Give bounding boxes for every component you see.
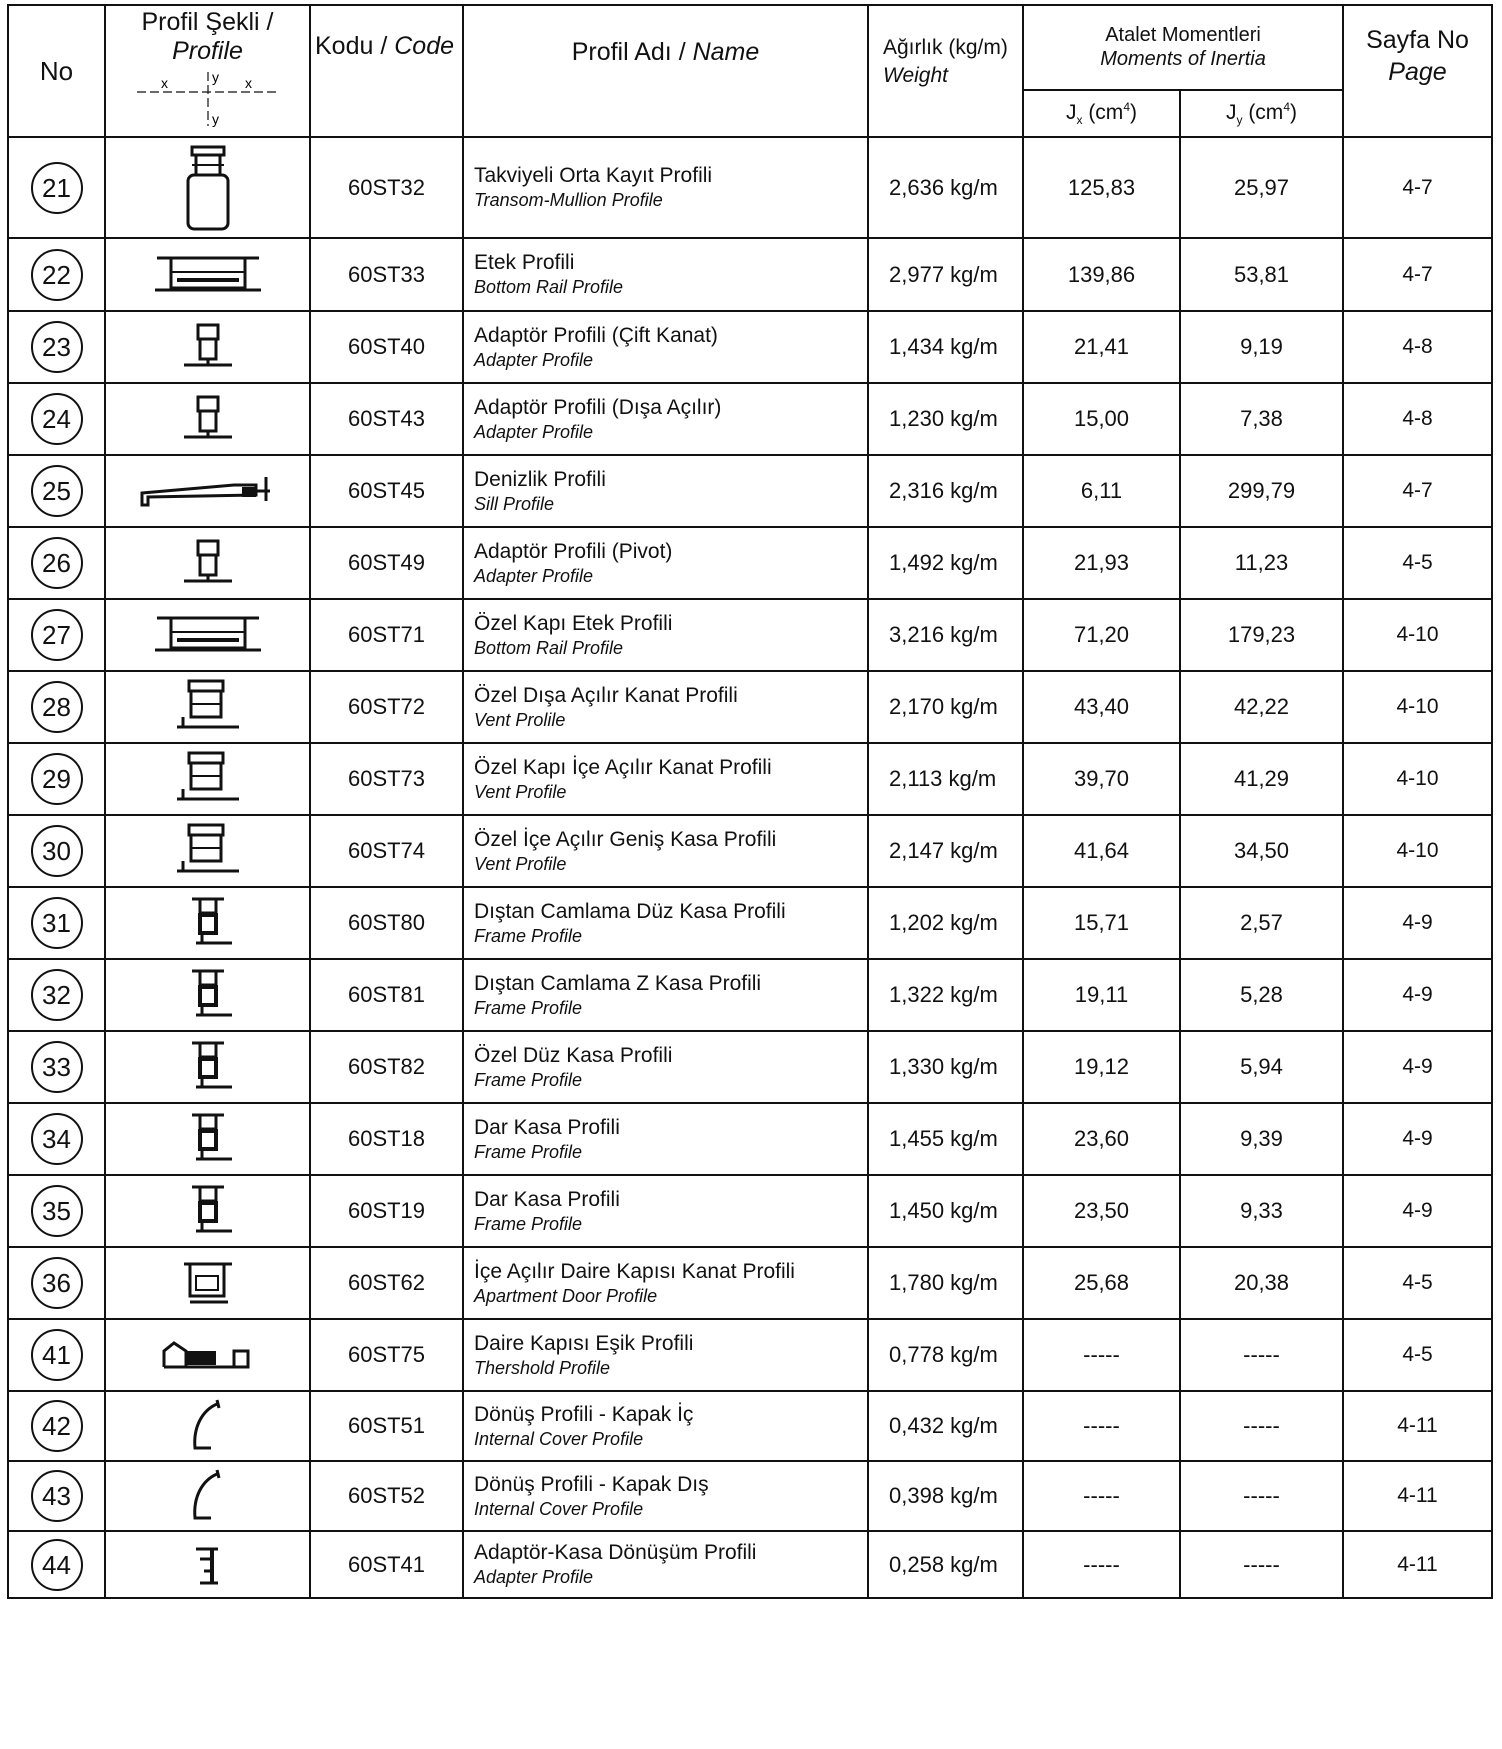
profile-shape-cell: [105, 815, 310, 887]
axis-diagram-icon: [133, 70, 283, 128]
transom-mullion-profile-icon: [106, 145, 309, 231]
profile-name-tr: Dar Kasa Profili: [474, 1115, 620, 1139]
profile-code: 60ST19: [310, 1175, 463, 1247]
row-no-cell: [8, 1391, 105, 1461]
table-row: [8, 815, 1492, 887]
header-page-tr: Sayfa No: [1366, 26, 1469, 54]
profile-shape-cell: [105, 1247, 310, 1319]
adapter-profile-icon: [106, 393, 309, 445]
profile-jx: 23,60: [1023, 1103, 1180, 1175]
profile-page: 4-9: [1343, 1175, 1492, 1247]
profile-jy: 2,57: [1180, 887, 1343, 959]
profile-code: 60ST49: [310, 527, 463, 599]
table-row: [8, 1103, 1492, 1175]
profile-name-en: Vent Profile: [474, 853, 567, 874]
profile-page: 4-10: [1343, 815, 1492, 887]
row-number: 27: [31, 609, 83, 661]
header-jy-sup: 4: [1283, 99, 1290, 114]
row-no-cell: [8, 1103, 105, 1175]
header-jx: [1023, 90, 1180, 137]
row-number: 22: [31, 249, 83, 301]
row-no-cell: [8, 1247, 105, 1319]
profile-jx: -----: [1023, 1391, 1180, 1461]
profile-name-cell: [463, 527, 868, 599]
header-no: No: [8, 5, 105, 137]
row-number: 23: [31, 321, 83, 373]
profile-page: 4-5: [1343, 527, 1492, 599]
row-no-cell: [8, 1175, 105, 1247]
table-row: [8, 1247, 1492, 1319]
profile-name-tr: Dönüş Profili - Kapak Dış: [474, 1472, 709, 1496]
profile-shape-cell: [105, 1319, 310, 1391]
profile-jx: -----: [1023, 1319, 1180, 1391]
profile-jx: 6,11: [1023, 455, 1180, 527]
profile-name-en: Apartment Door Profile: [474, 1285, 658, 1306]
header-weight-tr: Ağırlık (kg/m): [883, 36, 1008, 59]
row-number: 32: [31, 969, 83, 1021]
profile-page: 4-10: [1343, 599, 1492, 671]
profile-name-cell: [463, 959, 868, 1031]
profile-page: 4-7: [1343, 455, 1492, 527]
profile-name-cell: [463, 1247, 868, 1319]
header-inertia: [1023, 5, 1343, 90]
profile-name-cell: [463, 238, 868, 311]
profile-page: 4-5: [1343, 1247, 1492, 1319]
profile-jx: 71,20: [1023, 599, 1180, 671]
table-body: [8, 137, 1492, 1598]
apartment-door-profile-icon: [106, 1258, 309, 1308]
profile-jy: 179,23: [1180, 599, 1343, 671]
profile-code: 60ST51: [310, 1391, 463, 1461]
row-no-cell: [8, 1319, 105, 1391]
row-number: 41: [31, 1329, 83, 1381]
profile-jy: 42,22: [1180, 671, 1343, 743]
profile-name-en: Internal Cover Profile: [474, 1428, 644, 1449]
profile-name-tr: Özel Kapı Etek Profili: [474, 611, 673, 635]
profile-weight: 2,977 kg/m: [868, 238, 1023, 311]
header-code-tr: Kodu /: [315, 32, 395, 60]
profile-name-cell: [463, 311, 868, 383]
row-number: 36: [31, 1257, 83, 1309]
profile-name-en: Vent Prolile: [474, 709, 566, 730]
profile-page: 4-8: [1343, 311, 1492, 383]
profile-weight: 1,230 kg/m: [868, 383, 1023, 455]
row-number: 34: [31, 1113, 83, 1165]
profile-jx: 25,68: [1023, 1247, 1180, 1319]
profile-name-tr: Özel Düz Kasa Profili: [474, 1043, 673, 1067]
profile-shape-cell: [105, 1031, 310, 1103]
frame-profile-icon: [106, 1109, 309, 1169]
profile-jx: -----: [1023, 1461, 1180, 1531]
profile-name-en: Bottom Rail Profile: [474, 277, 624, 297]
profile-shape-cell: [105, 1175, 310, 1247]
profile-jy: 41,29: [1180, 743, 1343, 815]
profile-shape-cell: [105, 671, 310, 743]
header-jx-close: ): [1130, 100, 1137, 124]
profile-code: 60ST32: [310, 137, 463, 238]
header-name-en: Name: [692, 38, 760, 66]
profile-name-en: Frame Profile: [474, 1141, 583, 1162]
profile-code: 60ST71: [310, 599, 463, 671]
adapter-frame-conversion-icon: [106, 1543, 309, 1587]
row-no-cell: [8, 887, 105, 959]
header-code: [310, 5, 463, 137]
profile-name-tr: Adaptör Profili (Dışa Açılır): [474, 395, 722, 419]
header-name-tr: Profil Adı /: [571, 38, 693, 66]
profile-name-tr: Denizlik Profili: [474, 467, 606, 491]
row-number: 44: [31, 1539, 83, 1591]
profile-code: 60ST82: [310, 1031, 463, 1103]
profile-jy: 9,39: [1180, 1103, 1343, 1175]
profile-name-tr: İçe Açılır Daire Kapısı Kanat Profili: [474, 1259, 795, 1283]
row-number: 21: [31, 162, 83, 214]
profile-jy: -----: [1180, 1531, 1343, 1598]
axis-x-left: x: [160, 75, 168, 91]
header-jx-sup: 4: [1123, 99, 1130, 114]
profile-weight: 1,492 kg/m: [868, 527, 1023, 599]
profile-name-cell: [463, 671, 868, 743]
profile-jy: 5,28: [1180, 959, 1343, 1031]
profile-shape-cell: [105, 1531, 310, 1598]
profile-weight: 0,258 kg/m: [868, 1531, 1023, 1598]
profile-weight: 2,113 kg/m: [868, 743, 1023, 815]
profile-jy: 34,50: [1180, 815, 1343, 887]
profile-weight: 1,322 kg/m: [868, 959, 1023, 1031]
profile-name-cell: [463, 1031, 868, 1103]
profile-shape-cell: [105, 1461, 310, 1531]
profile-code: 60ST40: [310, 311, 463, 383]
header-jy-unit: (cm: [1242, 100, 1284, 124]
header-inertia-tr: Atalet Momentleri: [1105, 24, 1261, 47]
profile-page: 4-5: [1343, 1319, 1492, 1391]
profile-jy: 53,81: [1180, 238, 1343, 311]
cover-profile-icon: [106, 1398, 309, 1454]
profile-code: 60ST33: [310, 238, 463, 311]
table-row: [8, 743, 1492, 815]
profile-code: 60ST45: [310, 455, 463, 527]
profile-code: 60ST72: [310, 671, 463, 743]
profile-weight: 2,147 kg/m: [868, 815, 1023, 887]
row-number: 33: [31, 1041, 83, 1093]
row-no-cell: [8, 1531, 105, 1598]
header-code-en: Code: [394, 32, 454, 60]
profile-jx: 39,70: [1023, 743, 1180, 815]
profile-name-en: Bottom Rail Profile: [474, 637, 624, 658]
row-number: 30: [31, 825, 83, 877]
profile-jy: 299,79: [1180, 455, 1343, 527]
table-row: [8, 1461, 1492, 1531]
row-no-cell: [8, 1461, 105, 1531]
profile-code: 60ST18: [310, 1103, 463, 1175]
profile-jx: 19,12: [1023, 1031, 1180, 1103]
row-no-cell: [8, 815, 105, 887]
profile-page: 4-9: [1343, 1031, 1492, 1103]
profile-page: 4-10: [1343, 671, 1492, 743]
profile-name-cell: [463, 1319, 868, 1391]
profile-weight: 0,432 kg/m: [868, 1391, 1023, 1461]
profile-weight: 1,330 kg/m: [868, 1031, 1023, 1103]
axis-y-top: y: [211, 70, 219, 85]
profile-page: 4-10: [1343, 743, 1492, 815]
profile-code: 60ST73: [310, 743, 463, 815]
profile-code: 60ST81: [310, 959, 463, 1031]
row-number: 31: [31, 897, 83, 949]
profile-jx: 19,11: [1023, 959, 1180, 1031]
profile-code: 60ST74: [310, 815, 463, 887]
profile-jy: 5,94: [1180, 1031, 1343, 1103]
row-no-cell: [8, 1031, 105, 1103]
vent-profile-icon: [106, 821, 309, 881]
profile-name-cell: [463, 1391, 868, 1461]
table-row: [8, 599, 1492, 671]
profile-page: 4-9: [1343, 1103, 1492, 1175]
profile-name-tr: Adaptör Profili (Pivot): [474, 539, 673, 563]
profile-name-cell: [463, 137, 868, 238]
row-no-cell: [8, 599, 105, 671]
profile-weight: 3,216 kg/m: [868, 599, 1023, 671]
profile-name-cell: [463, 1103, 868, 1175]
profile-shape-cell: [105, 1103, 310, 1175]
profile-shape-cell: [105, 455, 310, 527]
profile-shape-cell: [105, 527, 310, 599]
profile-name-en: Internal Cover Profile: [474, 1498, 644, 1519]
profile-name-cell: [463, 743, 868, 815]
table-row: [8, 887, 1492, 959]
row-no-cell: [8, 238, 105, 311]
profile-weight: 2,636 kg/m: [868, 137, 1023, 238]
frame-profile-icon: [106, 965, 309, 1025]
profile-code: 60ST62: [310, 1247, 463, 1319]
table-row: [8, 1031, 1492, 1103]
profile-jy: -----: [1180, 1461, 1343, 1531]
profile-name-cell: [463, 815, 868, 887]
frame-profile-icon: [106, 1037, 309, 1097]
header-weight: [868, 5, 1023, 137]
profile-shape-cell: [105, 599, 310, 671]
header-profile: [105, 5, 310, 137]
profile-name-tr: Dıştan Camlama Düz Kasa Profili: [474, 899, 786, 923]
profile-name-en: Frame Profile: [474, 1069, 583, 1090]
row-no-cell: [8, 455, 105, 527]
row-number: 26: [31, 537, 83, 589]
profile-name-en: Sill Profile: [474, 493, 555, 514]
row-number: 25: [31, 465, 83, 517]
profile-name-cell: [463, 1531, 868, 1598]
profile-name-tr: Etek Profili: [474, 251, 575, 274]
header-profile-en: Profile: [172, 37, 243, 65]
profile-jy: 11,23: [1180, 527, 1343, 599]
header-inertia-en: Moments of Inertia: [1100, 48, 1266, 71]
profile-jy: 9,19: [1180, 311, 1343, 383]
header-page: [1343, 5, 1492, 137]
profile-jx: 41,64: [1023, 815, 1180, 887]
profile-code: 60ST75: [310, 1319, 463, 1391]
row-no-cell: [8, 383, 105, 455]
profile-jy: -----: [1180, 1391, 1343, 1461]
profile-name-en: Adapter Profile: [474, 565, 594, 586]
profile-shape-cell: [105, 1391, 310, 1461]
profile-name-tr: Takviyeli Orta Kayıt Profili: [474, 164, 713, 187]
row-number: 24: [31, 393, 83, 445]
profile-jy: 9,33: [1180, 1175, 1343, 1247]
sill-profile-icon: [106, 471, 309, 511]
profile-weight: 1,780 kg/m: [868, 1247, 1023, 1319]
profile-name-tr: Özel Dışa Açılır Kanat Profili: [474, 683, 738, 707]
profile-name-tr: Dönüş Profili - Kapak İç: [474, 1402, 694, 1426]
table-row: [8, 1319, 1492, 1391]
profile-page: 4-7: [1343, 137, 1492, 238]
profile-name-cell: [463, 1461, 868, 1531]
row-number: 35: [31, 1185, 83, 1237]
profile-jy: 7,38: [1180, 383, 1343, 455]
profile-name-tr: Dıştan Camlama Z Kasa Profili: [474, 971, 762, 995]
header-jy-close: ): [1290, 100, 1297, 124]
row-no-cell: [8, 959, 105, 1031]
header-jx-base: J: [1065, 100, 1077, 124]
profile-shape-cell: [105, 959, 310, 1031]
profile-jx: 23,50: [1023, 1175, 1180, 1247]
header-jx-sub: x: [1076, 112, 1083, 127]
header-name: [463, 5, 868, 137]
profile-name-tr: Adaptör-Kasa Dönüşüm Profili: [474, 1541, 757, 1564]
profile-page: 4-8: [1343, 383, 1492, 455]
row-number: 42: [31, 1400, 83, 1452]
profile-name-en: Frame Profile: [474, 925, 583, 946]
profile-name-tr: Daire Kapısı Eşik Profili: [474, 1331, 694, 1355]
profile-name-en: Adapter Profile: [474, 1567, 594, 1587]
profile-table: [7, 4, 1493, 1599]
profile-jx: 125,83: [1023, 137, 1180, 238]
table-row: [8, 383, 1492, 455]
profile-code: 60ST41: [310, 1531, 463, 1598]
profile-jy: 25,97: [1180, 137, 1343, 238]
profile-name-en: Adapter Profile: [474, 349, 594, 370]
header-jy-base: J: [1225, 100, 1237, 124]
table-row: [8, 1391, 1492, 1461]
bottom-rail-profile-icon: [106, 252, 309, 298]
profile-name-tr: Adaptör Profili (Çift Kanat): [474, 323, 718, 347]
frame-profile-icon: [106, 893, 309, 953]
profile-name-cell: [463, 1175, 868, 1247]
profile-weight: 1,450 kg/m: [868, 1175, 1023, 1247]
profile-jx: 21,93: [1023, 527, 1180, 599]
profile-name-cell: [463, 887, 868, 959]
profile-name-cell: [463, 383, 868, 455]
bottom-rail-profile-icon: [106, 612, 309, 658]
profile-page: 4-11: [1343, 1391, 1492, 1461]
profile-shape-cell: [105, 311, 310, 383]
row-number: 43: [31, 1470, 83, 1522]
table-row: [8, 959, 1492, 1031]
profile-code: 60ST43: [310, 383, 463, 455]
vent-profile-icon: [106, 677, 309, 737]
vent-profile-icon: [106, 749, 309, 809]
profile-jx: 15,00: [1023, 383, 1180, 455]
row-number: 29: [31, 753, 83, 805]
row-no-cell: [8, 137, 105, 238]
row-no-cell: [8, 743, 105, 815]
profile-name-en: Adapter Profile: [474, 421, 594, 442]
table-row: [8, 1175, 1492, 1247]
profile-name-en: Frame Profile: [474, 1213, 583, 1234]
profile-name-en: Transom-Mullion Profile: [474, 190, 663, 210]
profile-shape-cell: [105, 887, 310, 959]
profile-jx: 43,40: [1023, 671, 1180, 743]
adapter-profile-icon: [106, 321, 309, 373]
profile-name-en: Vent Profile: [474, 781, 567, 802]
profile-name-tr: Özel Kapı İçe Açılır Kanat Profili: [474, 755, 772, 779]
table-header: [8, 5, 1492, 137]
table-row: [8, 137, 1492, 238]
profile-jx: 139,86: [1023, 238, 1180, 311]
profile-page: 4-9: [1343, 959, 1492, 1031]
axis-y-bottom: y: [211, 111, 219, 127]
profile-weight: 0,398 kg/m: [868, 1461, 1023, 1531]
cover-profile-icon: [106, 1468, 309, 1524]
table-row: [8, 671, 1492, 743]
row-no-cell: [8, 311, 105, 383]
header-weight-en: Weight: [883, 64, 948, 87]
header-jx-unit: (cm: [1082, 100, 1124, 124]
profile-weight: 2,316 kg/m: [868, 455, 1023, 527]
profile-jx: 15,71: [1023, 887, 1180, 959]
profile-weight: 1,434 kg/m: [868, 311, 1023, 383]
profile-name-cell: [463, 455, 868, 527]
axis-x-right: x: [244, 75, 252, 91]
profile-weight: 0,778 kg/m: [868, 1319, 1023, 1391]
profile-weight: 2,170 kg/m: [868, 671, 1023, 743]
profile-name-tr: Dar Kasa Profili: [474, 1187, 620, 1211]
profile-jy: -----: [1180, 1319, 1343, 1391]
profile-page: 4-9: [1343, 887, 1492, 959]
profile-shape-cell: [105, 743, 310, 815]
profile-weight: 1,455 kg/m: [868, 1103, 1023, 1175]
profile-page: 4-11: [1343, 1531, 1492, 1598]
profile-shape-cell: [105, 238, 310, 311]
table-row: [8, 311, 1492, 383]
profile-page: 4-11: [1343, 1461, 1492, 1531]
threshold-profile-icon: [106, 1337, 309, 1373]
profile-code: 60ST80: [310, 887, 463, 959]
profile-code: 60ST52: [310, 1461, 463, 1531]
profile-jy: 20,38: [1180, 1247, 1343, 1319]
adapter-profile-icon: [106, 537, 309, 589]
header-profile-tr: Profil Şekli /: [141, 8, 274, 36]
row-no-cell: [8, 671, 105, 743]
table-row: [8, 527, 1492, 599]
profile-name-en: Frame Profile: [474, 997, 583, 1018]
header-jy-sub: y: [1236, 112, 1243, 127]
profile-page: 4-7: [1343, 238, 1492, 311]
table-row: [8, 1531, 1492, 1598]
profile-weight: 1,202 kg/m: [868, 887, 1023, 959]
profile-name-cell: [463, 599, 868, 671]
table-row: [8, 455, 1492, 527]
row-number: 28: [31, 681, 83, 733]
profile-name-en: Thershold Profile: [474, 1357, 611, 1378]
header-jy: [1180, 90, 1343, 137]
profile-shape-cell: [105, 383, 310, 455]
profile-jx: 21,41: [1023, 311, 1180, 383]
header-page-en: Page: [1388, 58, 1447, 86]
table-row: [8, 238, 1492, 311]
profile-name-tr: Özel İçe Açılır Geniş Kasa Profili: [474, 827, 777, 851]
frame-profile-icon: [106, 1181, 309, 1241]
row-no-cell: [8, 527, 105, 599]
profile-jx: -----: [1023, 1531, 1180, 1598]
profile-shape-cell: [105, 137, 310, 238]
